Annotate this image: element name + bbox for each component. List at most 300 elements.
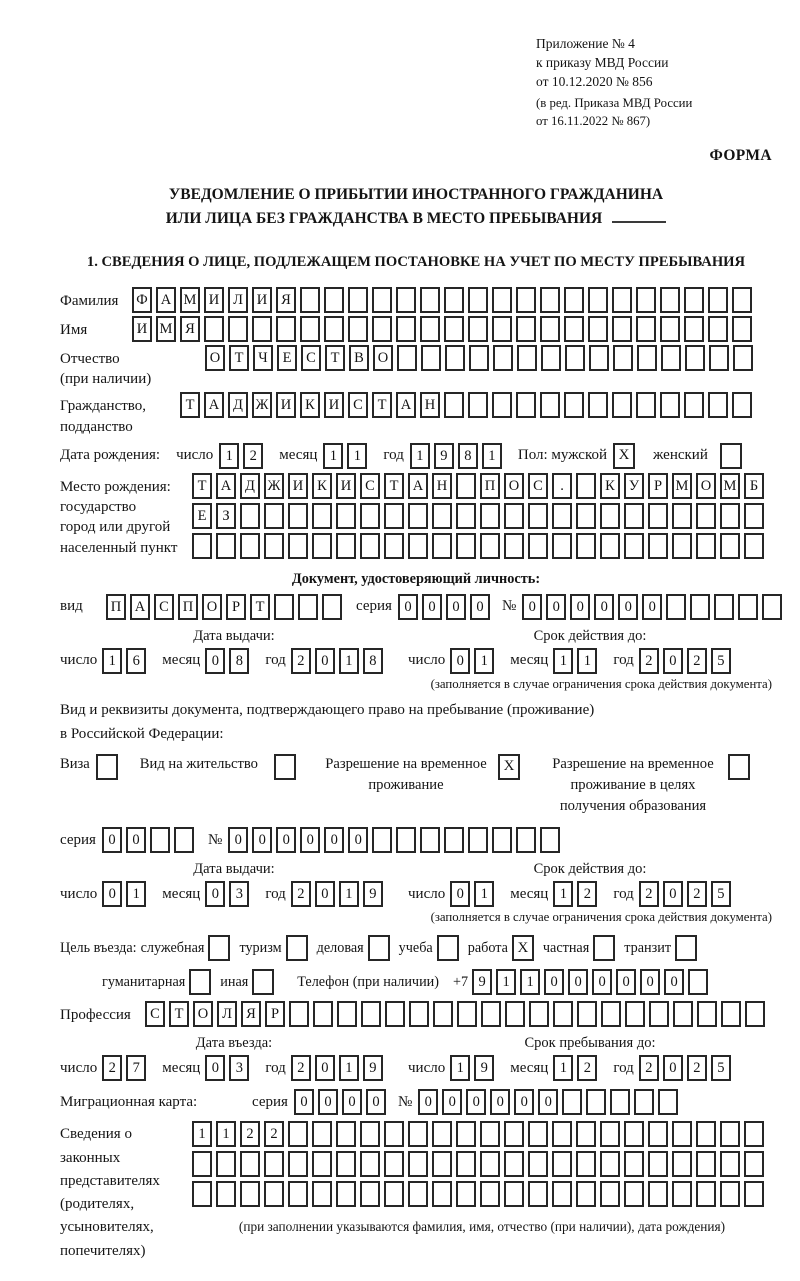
char-cell <box>553 1001 573 1027</box>
char-cell: 2 <box>639 881 659 907</box>
char-cell <box>540 392 560 418</box>
surname-row <box>60 287 772 313</box>
char-cell <box>577 1001 597 1027</box>
birth-place-label-line: населенный пункт <box>60 539 178 556</box>
doc-number-cells <box>522 594 786 620</box>
purpose-business-label: деловая <box>316 939 364 956</box>
char-cell <box>444 316 464 342</box>
char-cell <box>552 533 572 559</box>
char-cell: 1 <box>102 648 122 674</box>
char-cell: 3 <box>229 881 249 907</box>
issue-date-block <box>60 628 408 692</box>
char-cell <box>361 1001 381 1027</box>
amendment-block <box>536 95 772 131</box>
char-cell <box>720 1151 740 1177</box>
char-cell <box>673 1001 693 1027</box>
residence-doc-intro-line1: Вид и реквизиты документа, подтверждающего право на пребывание (проживание) <box>60 701 595 718</box>
char-cell <box>468 316 488 342</box>
identity-doc-row <box>60 594 772 620</box>
char-cell <box>324 287 344 313</box>
char-cell: 2 <box>291 1055 311 1081</box>
char-cell: В <box>349 345 369 371</box>
birth-place-label-line: Место рождения: <box>60 478 171 495</box>
char-cell: 5 <box>711 881 731 907</box>
char-cell: И <box>324 392 344 418</box>
char-cell <box>708 392 728 418</box>
char-cell <box>372 316 392 342</box>
char-cell <box>636 316 656 342</box>
char-cell: Т <box>180 392 200 418</box>
char-cell: А <box>408 473 428 499</box>
char-cell <box>565 345 585 371</box>
char-cell <box>456 533 476 559</box>
char-cell <box>480 1151 500 1177</box>
char-cell: 2 <box>291 881 311 907</box>
char-cell: 1 <box>323 443 343 469</box>
char-cell: 1 <box>339 648 359 674</box>
char-cell <box>348 287 368 313</box>
month-label: месяц <box>510 1059 549 1076</box>
char-cell: И <box>276 392 296 418</box>
char-cell <box>469 345 489 371</box>
char-cell <box>528 1151 548 1177</box>
day-label: число <box>60 652 98 669</box>
char-cell <box>492 316 512 342</box>
char-cell <box>445 345 465 371</box>
legal-reps-cells-row2 <box>192 1151 772 1177</box>
char-cell: 2 <box>639 648 659 674</box>
issue-date-group <box>60 881 408 907</box>
residence-doc-intro <box>60 698 772 746</box>
char-cell <box>613 345 633 371</box>
char-cell <box>396 316 416 342</box>
char-cell: С <box>301 345 321 371</box>
char-cell <box>690 594 710 620</box>
char-cell: 1 <box>216 1121 236 1147</box>
char-cell <box>384 1181 404 1207</box>
legal-reps-label <box>60 1121 192 1263</box>
char-cell <box>276 316 296 342</box>
char-cell <box>564 392 584 418</box>
char-cell: К <box>312 473 332 499</box>
day-label: число <box>60 885 98 902</box>
char-cell <box>504 1151 524 1177</box>
char-cell <box>492 827 512 853</box>
char-cell <box>624 1181 644 1207</box>
option-residence-permit-label: Вид на жительство <box>139 755 258 772</box>
char-cell <box>744 1121 764 1147</box>
char-cell: 7 <box>126 1055 146 1081</box>
char-cell <box>552 1181 572 1207</box>
char-cell: Р <box>226 594 246 620</box>
char-cell: Т <box>250 594 270 620</box>
migration-series-cells <box>294 1089 390 1115</box>
char-cell: 1 <box>553 881 573 907</box>
char-cell <box>504 503 524 529</box>
char-cell: 9 <box>434 443 454 469</box>
char-cell <box>360 1151 380 1177</box>
char-cell: Р <box>648 473 668 499</box>
char-cell: И <box>252 287 272 313</box>
char-cell <box>762 594 782 620</box>
char-cell: Т <box>229 345 249 371</box>
char-cell <box>456 1151 476 1177</box>
legal-reps-cells-stack <box>192 1121 772 1207</box>
month-label: месяц <box>162 1059 201 1076</box>
char-cell <box>672 1121 692 1147</box>
char-cell: 0 <box>663 1055 683 1081</box>
char-cell <box>360 503 380 529</box>
char-cell: 0 <box>398 594 418 620</box>
work-checkbox: X <box>512 935 534 961</box>
char-cell: 0 <box>640 969 660 995</box>
char-cell <box>396 287 416 313</box>
char-cell <box>586 1089 606 1115</box>
char-cell: У <box>624 473 644 499</box>
char-cell <box>516 316 536 342</box>
char-cell <box>240 1151 260 1177</box>
purpose-label: Цель въезда: <box>60 939 137 956</box>
char-cell <box>720 1121 740 1147</box>
legal-reps-label-line: законных <box>60 1149 121 1166</box>
char-cell <box>637 345 657 371</box>
char-cell <box>288 1151 308 1177</box>
series-label: серия <box>356 598 392 615</box>
char-cell <box>372 827 392 853</box>
char-cell <box>648 1121 668 1147</box>
char-cell <box>408 1121 428 1147</box>
char-cell: 0 <box>228 827 248 853</box>
char-cell <box>492 392 512 418</box>
day-label: число <box>60 1059 98 1076</box>
char-cell: 1 <box>520 969 540 995</box>
gender-male-label: Пол: мужской <box>517 447 608 464</box>
char-cell <box>562 1089 582 1115</box>
char-cell: 1 <box>126 881 146 907</box>
entry-date-block <box>60 1035 408 1081</box>
stay-until-heading: Срок пребывания до: <box>524 1035 656 1052</box>
char-cell: 0 <box>546 594 566 620</box>
char-cell: 0 <box>418 1089 438 1115</box>
char-cell <box>612 392 632 418</box>
char-cell <box>672 503 692 529</box>
birth-place-label <box>60 473 192 558</box>
residence-doc-options <box>60 754 772 817</box>
citizenship-label <box>60 392 180 437</box>
birth-month-cells <box>323 443 371 469</box>
citizenship-label-line2: подданство <box>60 418 133 435</box>
purpose-work-label: работа <box>467 939 508 956</box>
residence-doc-series-row <box>60 827 772 853</box>
valid-day-cells <box>450 881 498 907</box>
char-cell <box>601 1001 621 1027</box>
option-visa-label: Виза <box>60 755 90 772</box>
patronymic-label-line1: Отчество <box>60 350 120 367</box>
char-cell <box>588 392 608 418</box>
char-cell: 0 <box>568 969 588 995</box>
legal-reps-label-line: попечителях) <box>60 1242 146 1259</box>
char-cell <box>396 827 416 853</box>
char-cell <box>456 503 476 529</box>
char-cell: 8 <box>458 443 478 469</box>
char-cell <box>384 503 404 529</box>
year-label: год <box>613 885 634 902</box>
purpose-private-label: частная <box>542 939 590 956</box>
char-cell <box>649 1001 669 1027</box>
form-title-line2-text: ИЛИ ЛИЦА БЕЗ ГРАЖДАНСТВА В МЕСТО ПРЕБЫВАНИЯ <box>165 209 603 227</box>
citizenship-label-line1: Гражданство, <box>60 398 147 415</box>
char-cell <box>576 1151 596 1177</box>
char-cell: 2 <box>687 1055 707 1081</box>
char-cell <box>696 1181 716 1207</box>
stay-until-block <box>408 1035 772 1081</box>
char-cell <box>204 316 224 342</box>
char-cell <box>552 1151 572 1177</box>
entry-month-cells <box>205 1055 253 1081</box>
gender-female-label: женский <box>653 447 708 464</box>
char-cell <box>744 503 764 529</box>
birth-place-cells-row2 <box>192 503 768 529</box>
char-cell <box>634 1089 654 1115</box>
legal-reps-label-line: (родителях, <box>60 1196 135 1212</box>
char-cell <box>337 1001 357 1027</box>
char-cell <box>174 827 194 853</box>
char-cell <box>610 1089 630 1115</box>
day-label: число <box>408 652 446 669</box>
month-label: месяц <box>162 652 201 669</box>
char-cell: 0 <box>450 881 470 907</box>
char-cell: Н <box>420 392 440 418</box>
char-cell: 0 <box>422 594 442 620</box>
valid-until-group <box>408 881 772 907</box>
char-cell: 0 <box>663 648 683 674</box>
char-cell <box>493 345 513 371</box>
char-cell <box>708 287 728 313</box>
year-label: год <box>265 652 286 669</box>
patronymic-label <box>60 345 205 390</box>
birth-place-cells-stack <box>192 473 768 563</box>
char-cell <box>552 1121 572 1147</box>
temporary-residence-education-checkbox <box>728 754 750 780</box>
valid-day-cells <box>450 648 498 674</box>
char-cell <box>420 827 440 853</box>
char-cell <box>274 594 294 620</box>
transit-checkbox <box>675 935 697 961</box>
char-cell <box>684 287 704 313</box>
char-cell <box>612 316 632 342</box>
char-cell: С <box>348 392 368 418</box>
char-cell: Я <box>241 1001 261 1027</box>
char-cell: Ч <box>253 345 273 371</box>
option-visa <box>60 754 118 780</box>
char-cell <box>588 316 608 342</box>
issue-date-block <box>60 861 408 925</box>
char-cell: 1 <box>192 1121 212 1147</box>
char-cell <box>636 392 656 418</box>
char-cell: 0 <box>300 827 320 853</box>
char-cell: 0 <box>294 1089 314 1115</box>
legal-reps-block <box>60 1121 772 1263</box>
char-cell: И <box>288 473 308 499</box>
char-cell <box>660 392 680 418</box>
char-cell <box>688 969 708 995</box>
char-cell: 0 <box>538 1089 558 1115</box>
char-cell <box>576 533 596 559</box>
birth-place-label-line: город или другой <box>60 519 171 536</box>
char-cell <box>457 1001 477 1027</box>
birth-place-cells-row3 <box>192 533 768 559</box>
patronymic-label-line2: (при наличии) <box>60 371 152 388</box>
tourism-checkbox <box>286 935 308 961</box>
char-cell <box>625 1001 645 1027</box>
valid-until-group <box>408 648 772 674</box>
char-cell <box>660 287 680 313</box>
surname-cells <box>132 287 756 313</box>
purpose-humanitarian-label: гуманитарная <box>102 973 186 990</box>
char-cell: М <box>180 287 200 313</box>
valid-until-block <box>408 628 772 692</box>
char-cell <box>744 533 764 559</box>
business-checkbox <box>368 935 390 961</box>
valid-month-cells <box>553 881 601 907</box>
char-cell <box>288 533 308 559</box>
char-cell <box>684 392 704 418</box>
char-cell: 1 <box>219 443 239 469</box>
char-cell <box>624 533 644 559</box>
char-cell <box>360 533 380 559</box>
issue-day-cells <box>102 648 150 674</box>
char-cell: 0 <box>664 969 684 995</box>
char-cell: М <box>720 473 740 499</box>
char-cell: 0 <box>466 1089 486 1115</box>
char-cell: П <box>480 473 500 499</box>
char-cell <box>384 1121 404 1147</box>
section1-heading: 1. СВЕДЕНИЯ О ЛИЦЕ, ПОДЛЕЖАЩЕМ ПОСТАНОВКЕ НА УЧЕТ ПО МЕСТУ ПРЕБЫВАНИЯ <box>86 253 746 270</box>
char-cell: З <box>216 503 236 529</box>
char-cell: К <box>600 473 620 499</box>
char-cell: 0 <box>324 827 344 853</box>
birth-place-cells-row1 <box>192 473 768 499</box>
char-cell: М <box>672 473 692 499</box>
char-cell <box>240 533 260 559</box>
char-cell <box>312 503 332 529</box>
char-cell: Т <box>325 345 345 371</box>
char-cell <box>336 533 356 559</box>
char-cell <box>564 316 584 342</box>
char-cell <box>648 1181 668 1207</box>
issue-date-heading: Дата выдачи: <box>193 861 275 878</box>
number-label: № <box>397 1093 413 1110</box>
char-cell <box>516 287 536 313</box>
citizenship-row <box>60 392 772 437</box>
char-cell: Д <box>240 473 260 499</box>
legal-reps-cells-row1 <box>192 1121 772 1147</box>
doc-series-cells <box>398 594 494 620</box>
char-cell: 0 <box>570 594 590 620</box>
char-cell <box>661 345 681 371</box>
study-checkbox <box>437 935 459 961</box>
char-cell <box>721 1001 741 1027</box>
char-cell: С <box>154 594 174 620</box>
char-cell <box>684 316 704 342</box>
char-cell <box>264 533 284 559</box>
doc-kind-label: вид <box>60 598 83 615</box>
restriction-note: (заполняется в случае ограничения срока действия документа) <box>430 676 772 691</box>
char-cell: 1 <box>553 648 573 674</box>
char-cell <box>192 1151 212 1177</box>
char-cell: 0 <box>276 827 296 853</box>
char-cell <box>397 345 417 371</box>
char-cell: 0 <box>315 881 335 907</box>
stay-month-cells <box>553 1055 601 1081</box>
entry-dates <box>60 1035 772 1081</box>
char-cell <box>480 533 500 559</box>
char-cell <box>252 316 272 342</box>
char-cell <box>288 1121 308 1147</box>
appendix-line: от 10.12.2020 № 856 <box>536 74 653 90</box>
char-cell <box>624 1121 644 1147</box>
char-cell <box>696 1151 716 1177</box>
char-cell <box>540 287 560 313</box>
char-cell: 0 <box>252 827 272 853</box>
char-cell: Л <box>217 1001 237 1027</box>
char-cell <box>733 345 753 371</box>
form-label: ФОРМА <box>709 147 772 165</box>
char-cell <box>588 287 608 313</box>
char-cell <box>432 1181 452 1207</box>
title-blank-line <box>612 207 666 223</box>
char-cell <box>714 594 734 620</box>
char-cell <box>709 345 729 371</box>
purpose-transit-label: транзит <box>624 939 672 956</box>
char-cell <box>504 1181 524 1207</box>
char-cell <box>336 1121 356 1147</box>
char-cell <box>600 1151 620 1177</box>
residence-series-cells <box>102 827 198 853</box>
legal-reps-note: (при заполнении указываются фамилия, имя, отчество (при наличии), дата рождения) <box>238 1219 726 1235</box>
year-label: год <box>613 652 634 669</box>
char-cell: 1 <box>450 1055 470 1081</box>
char-cell: 9 <box>363 881 383 907</box>
char-cell: 1 <box>347 443 367 469</box>
option-temporary-residence-education-label: Разрешение на временное проживание в целях получения образования <box>552 755 714 815</box>
birth-place-label-line: государство <box>60 499 137 516</box>
char-cell: 0 <box>642 594 662 620</box>
char-cell: 0 <box>592 969 612 995</box>
char-cell: А <box>396 392 416 418</box>
char-cell <box>528 533 548 559</box>
issue-date-group <box>60 648 408 674</box>
char-cell: 2 <box>687 648 707 674</box>
char-cell <box>360 1181 380 1207</box>
char-cell: А <box>204 392 224 418</box>
day-label: число <box>176 447 214 464</box>
purpose-other-label: иная <box>220 973 249 990</box>
char-cell: И <box>204 287 224 313</box>
char-cell: Т <box>192 473 212 499</box>
phone-cells <box>472 969 712 995</box>
humanitarian-checkbox <box>189 969 211 995</box>
char-cell <box>516 392 536 418</box>
char-cell: О <box>193 1001 213 1027</box>
char-cell <box>298 594 318 620</box>
char-cell: Ж <box>264 473 284 499</box>
char-cell <box>444 392 464 418</box>
char-cell <box>720 1181 740 1207</box>
char-cell <box>384 1151 404 1177</box>
char-cell: И <box>132 316 152 342</box>
char-cell: 0 <box>315 1055 335 1081</box>
